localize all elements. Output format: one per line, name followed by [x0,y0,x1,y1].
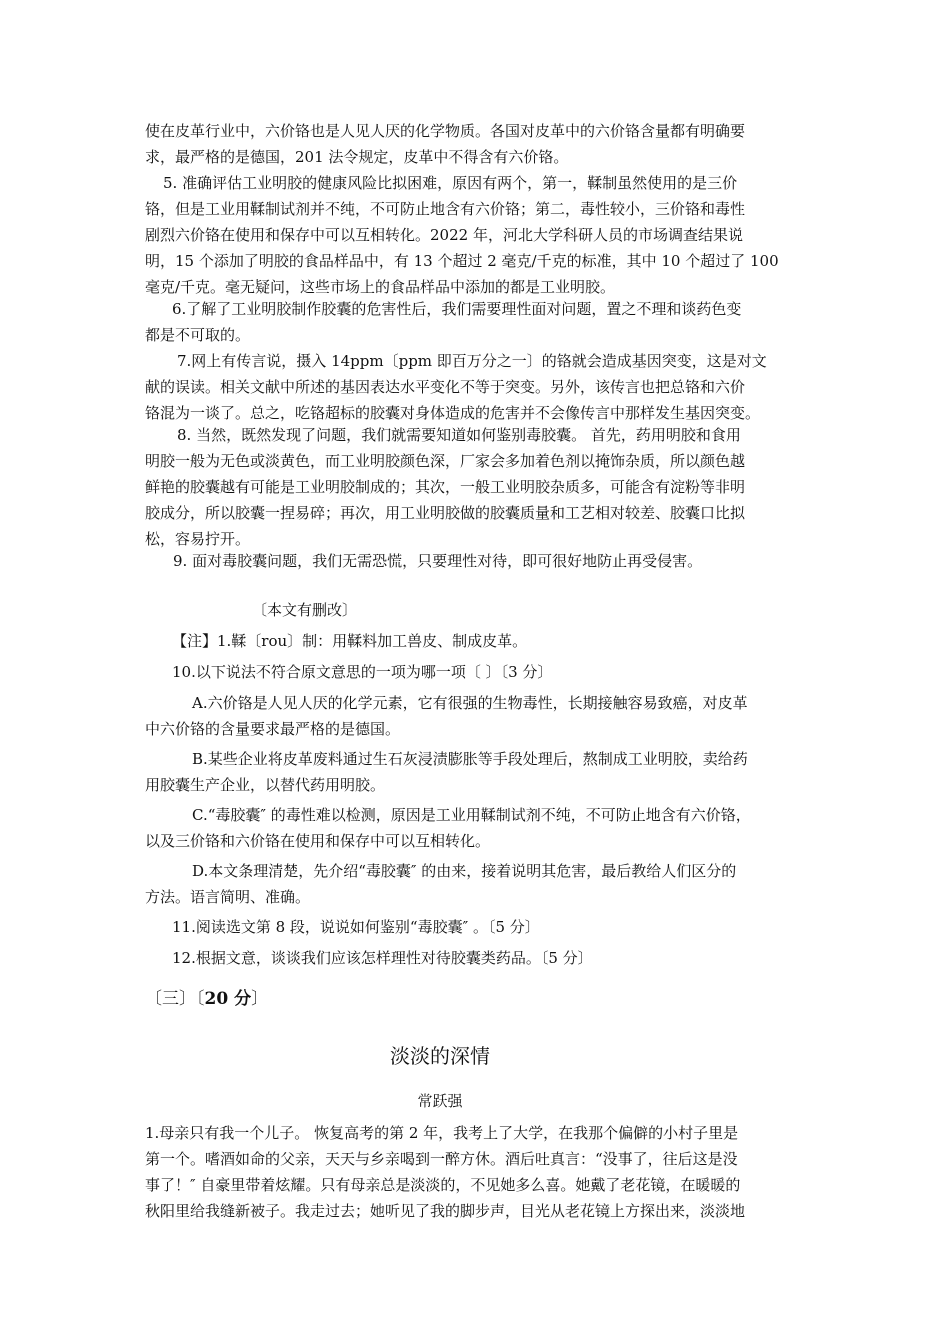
section-prefix: 〔三〕〔 [145,989,205,1009]
paragraph-line: 用胶囊生产企业，以替代药用明胶。 [145,776,386,794]
paragraph-line: 鲜艳的胶囊越有可能是工业明胶制成的；其次，一般工业明胶杂质多，可能含有淀粉等非明 [145,478,746,496]
article-author: 常跃强 [417,1092,463,1110]
paragraph-line: 7.网上有传言说，摄入 14ppm〔ppm 即百万分之一〕的铬就会造成基因突变，这是对文 [177,352,767,370]
paragraph-line: 12.根据文意，谈谈我们应该怎样理性对待胶囊类药品。〔5 分〕 [172,949,593,967]
paragraph-line: B.某些企业将皮革废料通过生石灰浸渍膨胀等手段处理后，熬制成工业明胶，卖给药 [192,750,748,768]
section-heading [145,984,268,1009]
section-suffix: 〕 [251,989,269,1009]
paragraph-line: 10.以下说法不符合原文意思的一项为哪一项〔 〕〔3 分〕 [172,663,553,681]
paragraph-line: 胶成分，所以胶囊一捏易碎；再次，用工业明胶做的胶囊质量和工艺相对较差、胶囊口比拟 [145,504,746,522]
paragraph-line: 使在皮革行业中，六价铬也是人见人厌的化学物质。各国对皮革中的六价铬含量都有明确要 [145,122,746,140]
paragraph-line: 第一个。嗜酒如命的父亲，天天与乡亲喝到一醉方休。酒后吐真言：“没事了，往后这是没 [145,1150,738,1168]
paragraph-line: 中六价铬的含量要求最严格的是德国。 [145,720,401,738]
paragraph-line: 方法。语言简明、准确。 [145,888,311,906]
paragraph-line: 5. 准确评估工业明胶的健康风险比拟困难，原因有两个，第一，鞣制虽然使用的是三价 [163,174,738,192]
paragraph-line: 〔本文有删改〕 [252,601,358,619]
paragraph-line: 铬，但是工业用鞣制试剂并不纯，不可防止地含有六价铬；第二，毒性较小，三价铬和毒性 [145,200,746,218]
paragraph-line: 献的误读。相关文献中所述的基因表达水平变化不等于突变。另外，该传言也把总铬和六价 [145,378,746,396]
paragraph-line: C.“毒胶囊″ 的毒性难以检测，原因是工业用鞣制试剂不纯，不可防止地含有六价铬， [192,806,751,824]
paragraph-line: 11.阅读选文第 8 段，说说如何鉴别“毒胶囊″ 。〔5 分〕 [172,918,540,936]
paragraph-line: D.本文条理清楚，先介绍“毒胶囊″ 的由来，接着说明其危害，最后教给人们区分的 [192,862,737,880]
paragraph-line: 求，最严格的是德国，201 法令规定，皮革中不得含有六价铬。 [145,148,569,166]
paragraph-line: 毫克/千克。毫无疑问，这些市场上的食品样品中添加的都是工业明胶。 [145,278,616,296]
paragraph-line: A.六价铬是人见人厌的化学元素，它有很强的生物毒性，长期接触容易致癌，对皮革 [192,694,748,712]
paragraph-line: 秋阳里给我缝新被子。我走过去；她听见了我的脚步声，目光从老花镜上方探出来，淡淡地 [145,1202,746,1220]
paragraph-line: 松，容易拧开。 [145,530,251,548]
paragraph-line: 明胶一般为无色或淡黄色，而工业明胶颜色深，厂家会多加着色剂以掩饰杂质，所以颜色越 [145,452,746,470]
article-title: 淡淡的深情 [390,1044,490,1068]
paragraph-line: 8. 当然，既然发现了问题，我们就需要知道如何鉴别毒胶囊。 首先，药用明胶和食用 [177,426,741,444]
paragraph-line: 剧烈六价铬在使用和保存中可以互相转化。2022 年，河北大学科研人员的市场调查结果说 [145,226,743,244]
paragraph-line: 事了！″ 自豪里带着炫耀。只有母亲总是淡淡的，不见她多么喜。她戴了老花镜，在暖暖的 [145,1176,741,1194]
paragraph-line: 【注】1.鞣〔rou〕制：用鞣料加工兽皮、制成皮革。 [172,632,528,650]
paragraph-line: 9. 面对毒胶囊问题，我们无需恐慌，只要理性对待，即可很好地防止再受侵害。 [173,552,703,570]
paragraph-line: 都是不可取的。 [145,326,251,344]
paragraph-line: 以及三价铬和六价铬在使用和保存中可以互相转化。 [145,832,491,850]
paragraph-line: 铬混为一谈了。总之，吃铬超标的胶囊对身体造成的危害并不会像传言中那样发生基因突变。 [145,404,761,422]
section-score: 20 分 [204,989,252,1009]
paragraph-line: 6.了解了工业明胶制作胶囊的危害性后，我们需要理性面对问题，置之不理和谈药色变 [172,300,742,318]
paragraph-line: 明，15 个添加了明胶的食品样品中，有 13 个超过 2 毫克/千克的标准，其中 10 个超过了 100 [145,252,779,270]
paragraph-line: 1.母亲只有我一个儿子。 恢复高考的第 2 年，我考上了大学，在我那个偏僻的小村子里是 [145,1124,739,1142]
